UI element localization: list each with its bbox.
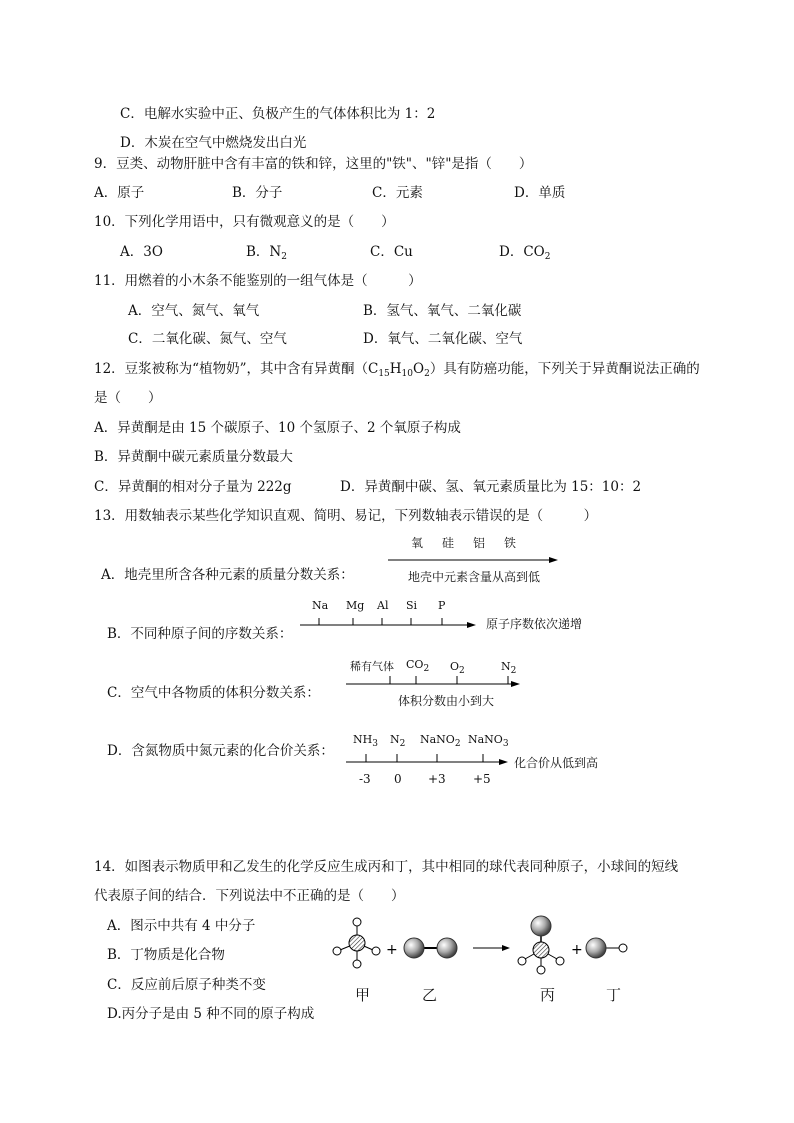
q12-option-a: A．异黄酮是由 15 个碳原子、10 个氢原子、2 个氧原子构成 bbox=[94, 420, 461, 436]
q12-stem: 12．豆浆被称为“植物奶”，其中含有异黄酮$(C_{15}H_{10}O_2)$具有防癌功能，下列关于异黄酮说法正确的 bbox=[94, 361, 700, 379]
axis-d-caption: 化合价从低到高 bbox=[514, 756, 599, 770]
q10-option-b: B．$N_2$ bbox=[246, 244, 287, 262]
q11-stem: 11．用燃着的小木条不能鉴别的一组气体是（ ） bbox=[94, 273, 422, 289]
q12-option-b: B．异黄酮中碳元素质量分数最大 bbox=[94, 449, 293, 465]
axis-d-item: NaNO$_3$ bbox=[468, 733, 509, 749]
axis-d-item: $N_2$ bbox=[390, 733, 406, 749]
molecule-yi bbox=[404, 938, 457, 958]
axis-b-item: P bbox=[438, 599, 446, 612]
axis-b-item: Al bbox=[377, 599, 389, 612]
q11-option-c: C．二氧化碳、氮气、空气 bbox=[128, 331, 287, 347]
axis-d-value: 0 bbox=[394, 772, 402, 786]
reaction-arrow bbox=[473, 945, 510, 951]
q13-stem: 13．用数轴表示某些化学知识直观、简明、易记，下列数轴表示错误的是（ ） bbox=[94, 508, 598, 524]
axis-a-item: 硅 bbox=[442, 536, 455, 550]
axis-b-caption: 原子序数依次递增 bbox=[486, 617, 583, 631]
q11-option-d: D．氧气、二氧化碳、空气 bbox=[363, 331, 523, 347]
q11-option-a: A．空气、氮气、氧气 bbox=[128, 303, 260, 319]
q13-option-b-label: B．不同种原子间的序数关系： bbox=[107, 626, 293, 642]
axis-c bbox=[346, 676, 526, 696]
q14-option-d: D.丙分子是由 5 种不同的原子构成 bbox=[107, 1006, 315, 1022]
q8-option-c: C．电解水实验中正、负极产生的气体体积比为 1：2 bbox=[120, 106, 436, 122]
molecule-bing bbox=[518, 916, 564, 974]
axis-c-item: $N_2$ bbox=[501, 660, 517, 676]
axis-b-item: Mg bbox=[346, 599, 365, 612]
q12-option-d: D．异黄酮中碳、氢、氧元素质量比为 15：10：2 bbox=[340, 479, 642, 495]
q10-stem: 10．下列化学用语中，只有微观意义的是（ ） bbox=[94, 214, 395, 230]
q9-option-b: B．分子 bbox=[232, 185, 283, 201]
molecule-ding bbox=[586, 938, 627, 958]
q14-option-b: B．丁物质是化合物 bbox=[107, 947, 225, 963]
axis-c-item: 稀有气体 bbox=[350, 660, 394, 673]
axis-d-item: NaNO$_2$ bbox=[420, 733, 461, 749]
q12-stem-cont: 是（ ） bbox=[94, 390, 162, 406]
q10-option-a: A．3O bbox=[120, 244, 163, 260]
axis-d-line bbox=[346, 754, 512, 770]
axis-c-caption: 体积分数由小到大 bbox=[398, 694, 495, 708]
label-jia: 甲 bbox=[355, 986, 371, 1004]
q9-option-c: C．元素 bbox=[372, 185, 423, 201]
q13-option-d-label: D．含氮物质中氮元素的化合价关系： bbox=[107, 743, 334, 759]
axis-a-line bbox=[388, 553, 560, 567]
label-yi: 乙 bbox=[422, 986, 438, 1004]
axis-b-line bbox=[300, 617, 480, 633]
axis-d-value: +3 bbox=[428, 772, 446, 786]
axis-b-item: Na bbox=[312, 599, 329, 612]
axis-c-line bbox=[346, 676, 526, 692]
molecule-jia bbox=[333, 918, 380, 968]
axis-d-item: $NH_3$ bbox=[353, 733, 378, 749]
q14-stem: 14．如图表示物质甲和乙发生的化学反应生成丙和丁，其中相同的球代表同种原子，小球间的短线 bbox=[94, 859, 679, 875]
axis-d-value: -3 bbox=[359, 772, 371, 786]
axis-b-item: Si bbox=[406, 599, 418, 612]
plus-sign: + bbox=[386, 942, 398, 958]
axis-a-caption: 地壳中元素含量从高到低 bbox=[408, 570, 541, 584]
q14-option-c: C．反应前后原子种类不变 bbox=[107, 977, 266, 993]
label-bing: 丙 bbox=[540, 986, 556, 1004]
q9-option-a: A．原子 bbox=[94, 185, 145, 201]
plus-sign: + bbox=[571, 942, 583, 958]
q14-stem-cont: 代表原子间的结合．下列说法中不正确的是（ ） bbox=[94, 888, 405, 904]
label-ding: 丁 bbox=[606, 986, 622, 1004]
q13-option-c-label: C．空气中各物质的体积分数关系： bbox=[107, 685, 320, 701]
q14-option-a: A．图示中共有 4 中分子 bbox=[107, 918, 256, 934]
axis-a bbox=[388, 553, 560, 571]
q9-stem: 9．豆类、动物肝脏中含有丰富的铁和锌，这里的"铁"、"锌"是指（ ） bbox=[94, 156, 533, 172]
axis-a-item: 氧 bbox=[411, 536, 424, 550]
axis-b bbox=[300, 617, 480, 637]
axis-c-item: $O_2$ bbox=[450, 660, 465, 676]
reaction-diagram bbox=[328, 908, 638, 982]
q8-option-d: D．木炭在空气中燃烧发出白光 bbox=[120, 135, 307, 151]
q12-option-c: C．异黄酮的相对分子量为 222g bbox=[94, 479, 292, 495]
q10-option-d: D．$CO_2$ bbox=[499, 244, 551, 262]
axis-c-item: $CO_2$ bbox=[406, 658, 430, 674]
axis-a-item: 铁 bbox=[504, 536, 517, 550]
q10-option-c: C．Cu bbox=[370, 244, 413, 260]
q11-option-b: B．氢气、氧气、二氧化碳 bbox=[363, 303, 522, 319]
reaction-molecules bbox=[328, 908, 638, 978]
axis-d bbox=[346, 754, 512, 774]
q9-option-d: D．单质 bbox=[514, 185, 566, 201]
axis-d-value: +5 bbox=[473, 772, 491, 786]
axis-a-item: 铝 bbox=[473, 536, 486, 550]
q13-option-a-label: A．地壳里所含各种元素的质量分数关系： bbox=[101, 567, 354, 583]
